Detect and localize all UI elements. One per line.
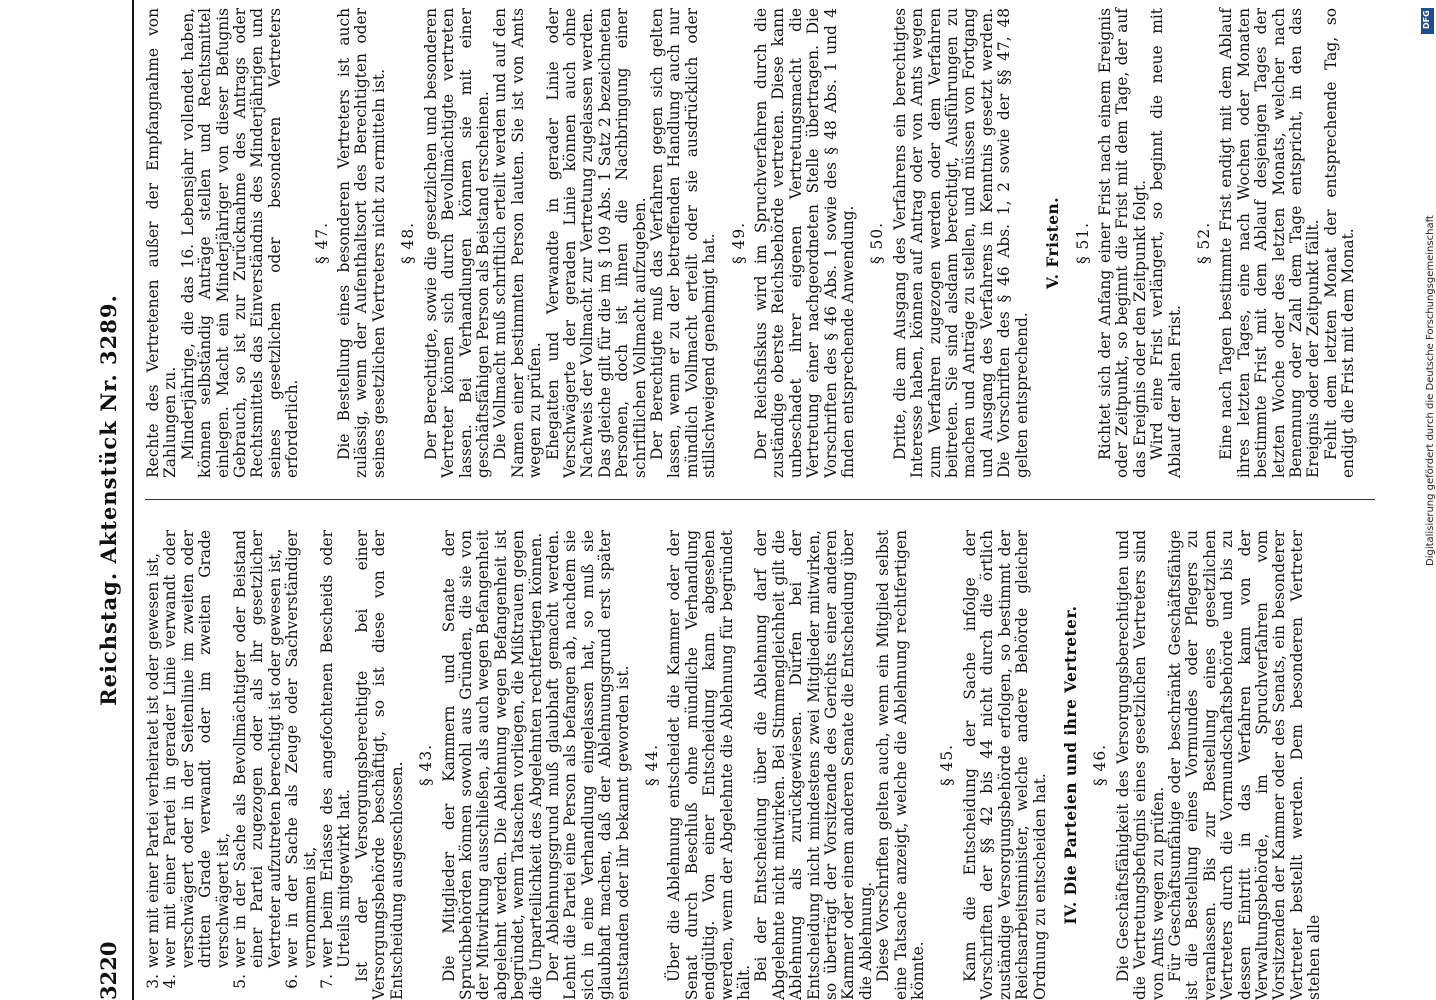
dfg-logo-text: DFG <box>1422 10 1431 29</box>
item-number: 5. <box>231 974 250 989</box>
item-text: wer mit einer Partei verheiratet ist oder gewesen ist, <box>144 552 162 968</box>
item-text: wer mit einer Partei in gerader Linie verwandt oder verschwägert oder in der Seitenlinie im zweiten oder dritten Grade verwandt oder im zweiten Grade verschwägert ist, <box>161 530 232 968</box>
paragraph-heading: § 43. <box>417 743 436 787</box>
right-column <box>145 8 1405 478</box>
paragraph: Der Berechtigte muß das Verfahren gegen sich gelten lassen, wenn er zu der betreffenden Handlung auch nur mündlich Vollmacht erteilt oder sie ausdrücklich oder stillschweigend genehmigt hat. <box>647 8 719 478</box>
paragraph: Die Geschäftsfähigkeit des Versorgungsberechtigten und die Vertretungsbefugnis eines gesetzlichen Vertreters sind von Amts wegen zu prüfen. <box>1113 530 1167 1000</box>
paragraph: Eine nach Tagen bestimmte Frist endigt mit dem Ablauf ihres letzten Tages, eine nach Wochen oder Monaten bestimmte Frist mit dem Ablauf desjenigen Tages der letzten Woche oder des letzten Monats, welcher nach Benennung oder Zahl dem Tage entspricht, in den das Ereignis oder der Zeitpunkt fällt. <box>1217 8 1323 478</box>
item-number: 6. <box>283 974 302 989</box>
paragraph-heading: § 51. <box>1073 221 1092 265</box>
digitization-note-text: Digitalisierung gefördert durch die Deutsche Forschungsgemeinschaft <box>1425 215 1436 566</box>
list-item <box>145 530 162 1000</box>
page-number: 3220 <box>96 941 121 1000</box>
paragraph-heading: § 47. <box>312 221 331 265</box>
paragraph: Über die Ablehnung entscheidet die Kammer oder der Senat durch Beschluß ohne mündliche Verhandlung endgültig. Von einer Entscheidung kann abgesehen werden, wenn der Abgelehnte die Ablehnung für begründet hält. <box>665 530 753 1000</box>
paragraph: Bei der Entscheidung über die Ablehnung darf der Abgelehnte nicht mitwirken. Bei Stimmengleichheit gilt die Ablehnung als zurückgewiesen. Dürfen bei der Entscheidung nicht mindestens zwei Mitglieder mitwirken, so überträgt der Vorsitzende des Gerichts einer anderen Kammer oder einem anderen Senate die Entscheidung über die Ablehnung. <box>752 530 875 1000</box>
list-item <box>162 530 232 1000</box>
paragraph: Die Bestellung eines besonderen Vertreters ist auch zulässig, wenn der Aufenthaltsort des Berechtigten oder seines gesetzlichen Vertreters nicht zu ermitteln ist. <box>335 8 388 478</box>
item-number: 4. <box>161 974 180 989</box>
rotated-page <box>90 0 1410 1000</box>
paragraph: Richtet sich der Anfang einer Frist nach einem Ereignis oder Zeitpunkt, so beginnt die Frist mit dem Tage, der auf das Ereignis oder den Zeitpunkt folgt. <box>1095 8 1149 478</box>
paragraph-heading: § 45. <box>938 743 957 787</box>
paragraph: Ist der Versorgungsberechtigte bei einer Versorgungsbehörde beschäftigt, so ist diese von der Entscheidung ausgeschlossen. <box>352 530 406 1000</box>
paragraph: Die Vollmacht muß schriftlich erteilt werden und auf den Namen einer bestimmten Person lauten. Sie ist von Amts wegen zu prüfen. <box>491 8 545 478</box>
paragraph-heading: § 46. <box>1091 743 1110 787</box>
paragraph: Die Mitglieder der Kammern und Senate der Spruchbehörden können sowohl aus Gründen, die sie von der Mitwirkung ausschließen, als auch wegen Befangenheit abgelehnt werden. Die Ablehnung wegen Befangenheit ist begründet, wenn Tatsachen vorliegen, die Mißtrauen gegen die Unparteilichkeit des Abgelehnten rechtfertigen können. <box>439 530 545 1000</box>
paragraph: Dritte, die am Ausgang des Verfahrens ein berechtigtes Interesse haben, können auf Antrag oder von Amts wegen zum Verfahren zugezogen werden oder dem Verfahren beitreten. Sie sind alsdann berechtigt, Ausführungen zu machen und Anträge zu stellen, und müssen von Fortgang und Ausgang des Verfahrens in Kenntnis gesetzt werden. Die Vorschriften des § 46 Abs. 1, 2 sowie der §§ 47, 48 gelten entsprechend. <box>890 8 1031 478</box>
paragraph: Der Reichsfiskus wird im Spruchverfahren durch die zuständige oberste Reichsbehörde vertreten. Diese kann unbeschadet ihrer eigenen Vertretungsmacht die Vertretung einer nachgeordneten Stelle übertragen. Die Vorschriften des § 46 Abs. 1 sowie des § 48 Abs. 1 und 4 finden entsprechende Anwendung. <box>752 8 858 478</box>
paragraph: Wird eine Frist verlängert, so beginnt die neue mit Ablauf der alten Frist. <box>1148 8 1184 478</box>
paragraph: Für Geschäftsunfähige oder beschränkt Geschäftsfähige ist die Bestellung eines Vormundes oder Pflegers zu veranlassen. Bis zur Bestellung eines gesetzlichen Vertreters durch die Vormundschaftsbehörde und bis zu dessen Eintritt in das Verfahren kann von der Verwaltungsbehörde, im Spruchverfahren vom Vorsitzenden der Kammer oder des Senats, ein besonderer Vertreter bestellt werden. Dem besonderen Vertreter stehen alle <box>1165 530 1324 1000</box>
paragraph: Minderjährige, die das 16. Lebensjahr vollendet haben, können selbständig Anträge stellen und Rechtsmittel einlegen. Macht ein Minderjähriger von dieser Befugnis Gebrauch, so ist zur Zurücknahme des Antrags oder Rechtsmittels das Einverständnis des Minderjährigen und seines gesetzlichen oder besonderen Vertreters erforderlich. <box>178 8 302 478</box>
paragraph: Ehegatten und Verwandte in gerader Linie oder Verschwägerte der geraden Linie können auch ohne Nachweis der Vollmacht zur Vertretung zugelassen werden. Das gleiche gilt für die im § 109 Abs. 1 Satz 2 bezeichneten Personen, doch ist ihnen die Nachbringung einer schriftlichen Vollmacht aufzugeben. <box>543 8 649 478</box>
list-item <box>319 530 354 1000</box>
paragraph: Fehlt dem letzten Monat der entsprechende Tag, so endigt die Frist mit dem Monat. <box>1321 8 1358 478</box>
column-divider <box>145 499 1375 500</box>
list-item <box>232 530 284 1000</box>
item-text: wer in der Sache als Bevollmächtigter oder Beistand einer Partei zugezogen oder als ihr gesetzlicher Vertreter aufzutreten berechtigt ist oder gewesen ist, <box>231 530 284 968</box>
paragraph-heading: § 48. <box>399 221 418 265</box>
section-heading: V. Fristen. <box>1044 196 1063 290</box>
paragraph-heading: § 49. <box>729 221 748 265</box>
paragraph: Kann die Entscheidung der Sache infolge der Vorschriften der §§ 42 bis 44 nicht durch die örtlich zuständige Versorgungsbehörde erfolgen, so bestimmt der Reichsarbeitsminister, welche andere Behörde gleicher Ordnung zu entscheiden hat. <box>960 530 1049 1000</box>
item-text: wer in der Sache als Zeuge oder Sachverständiger vernommen ist, <box>283 530 319 968</box>
digitization-note <box>1425 26 1435 566</box>
paragraph: Rechte des Vertretenen außer der Empfangnahme von Zahlungen zu. <box>144 8 180 478</box>
left-column <box>145 530 1405 1000</box>
paragraph-heading: § 52. <box>1194 221 1213 265</box>
paragraph: Diese Vorschriften gelten auch, wenn ein Mitglied selbst eine Tatsache anzeigt, welche die Ablehnung rechtfertigen könnte. <box>874 530 928 1000</box>
item-number: 7. <box>318 974 337 989</box>
header-rule <box>132 0 134 1000</box>
paragraph: Der Berechtigte, sowie die gesetzlichen und besonderen Vertreter können sich durch Bevollmächtigte vertreten lassen. Bei Verhandlungen können sie mit einer geschäftsfähigen Person als Beistand erscheinen. <box>421 8 492 478</box>
section-heading: IV. Die Parteien und ihre Vertreter. <box>1061 605 1080 925</box>
list-item <box>284 530 319 1000</box>
paragraph-heading: § 50. <box>868 221 887 265</box>
item-text: wer beim Erlasse des angefochtenen Bescheids oder Urteils mitgewirkt hat. <box>318 530 354 968</box>
running-head <box>96 0 136 1000</box>
page-title: Reichstag. Aktenstück Nr. 3289. <box>96 294 121 706</box>
item-number: 3. <box>144 974 162 989</box>
paragraph-heading: § 44. <box>642 743 661 787</box>
paragraph: Der Ablehnungsgrund muß glaubhaft gemacht werden. Lehnt die Partei eine Person als befangen ab, nachdem sie sich in eine Verhandlung eingelassen hat, so muß sie glaubhaft machen, daß der Ablehnungsgrund erst später entstanden oder ihr bekannt geworden ist. <box>543 530 632 1000</box>
